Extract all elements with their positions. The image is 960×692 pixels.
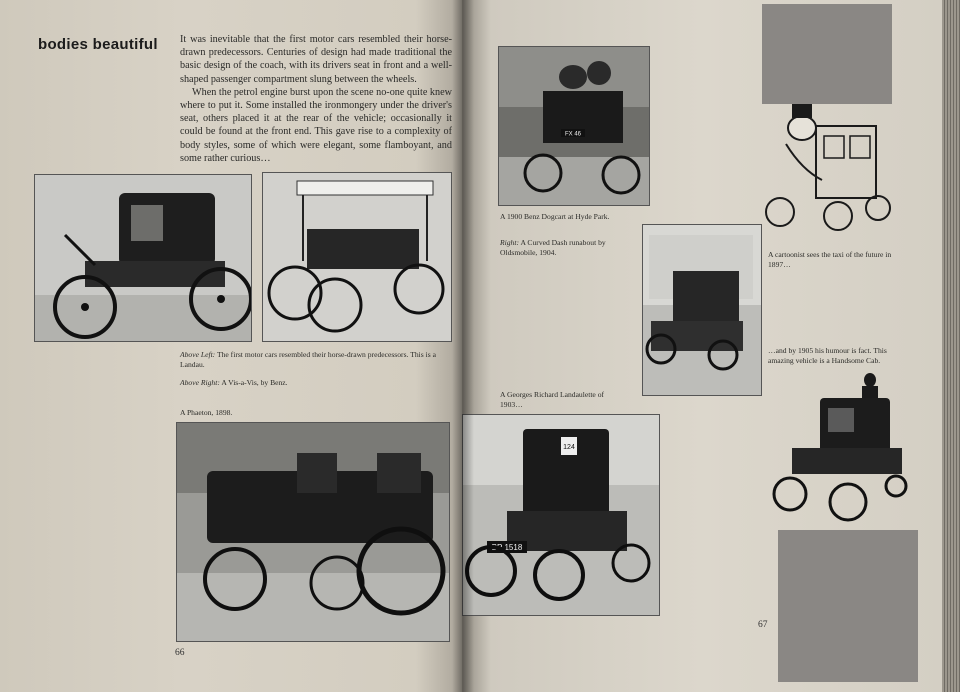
curved-dash-photo — [642, 224, 762, 396]
dogcart-plate: FX 46 — [564, 131, 582, 138]
caption-landau-text: The first motor cars resembled their horse-drawn predecessors. This is a Landau. — [180, 350, 436, 369]
left-page — [0, 0, 462, 692]
caption-handsome-cab: …and by 1905 his humour is fact. This amazing vehicle is a Handsome Cab. — [768, 346, 887, 365]
chapter-heading: bodies beautiful — [38, 36, 158, 53]
page-number-right: 67 — [758, 620, 768, 630]
grey-block-bottom — [778, 530, 918, 682]
paragraph-1: It was inevitable that the first motor cars resembled their horse-drawn predecessors. Centuries of design had made traditional the basic design of the coach, with its drivers seat in front and a well-shaped passenger compartment slung between the wheels. — [180, 34, 452, 85]
caption-cartoon: A cartoonist sees the taxi of the future in 1897… — [768, 250, 892, 269]
handsome-cab-photo — [770, 368, 910, 532]
caption-vis-a-vis — [180, 378, 448, 388]
landaulette-sign: 124 — [563, 444, 575, 451]
grey-block-top — [762, 4, 892, 104]
right-page — [462, 0, 942, 692]
caption-landau — [180, 350, 448, 370]
body-text — [180, 33, 452, 165]
paragraph-2: When the petrol engine burst upon the scene no-one quite knew where to put it. Some installed the ironmongery under the driver's seat, others placed it at the rear of the vehicle; occasionally it could be found at the front end. This gave rise to a complexity of body styles, some of which were elegant, some flamboyant, and some rather curious… — [180, 86, 452, 164]
caption-landaulette: A Georges Richard Landaulette of 1903… — [500, 390, 605, 409]
caption-curved-dash — [500, 238, 632, 258]
caption-dogcart: A 1900 Benz Dogcart at Hyde Park. — [500, 212, 610, 221]
phaeton-photo — [176, 422, 450, 642]
caption-phaeton: A Phaeton, 1898. — [180, 408, 233, 417]
page-edges — [942, 0, 960, 692]
caption-curved-dash-prefix: Right: — [500, 238, 519, 247]
caption-vis-a-vis-prefix: Above Right: — [180, 378, 220, 387]
vis-a-vis-photo — [262, 172, 452, 342]
cartoon-taxi-illustration — [762, 100, 902, 248]
page-number-left: 66 — [175, 648, 185, 658]
caption-landau-prefix: Above Left: — [180, 350, 216, 359]
book-spine-shadow — [452, 0, 474, 692]
caption-curved-dash-text: A Curved Dash runabout by Oldsmobile, 1904. — [500, 238, 606, 257]
landaulette-plate: BP 1518 — [491, 543, 523, 552]
landaulette-photo — [462, 414, 660, 616]
landau-photo — [34, 174, 252, 342]
caption-vis-a-vis-text: A Vis-a-Vis, by Benz. — [219, 378, 288, 387]
benz-dogcart-photo — [498, 46, 650, 206]
